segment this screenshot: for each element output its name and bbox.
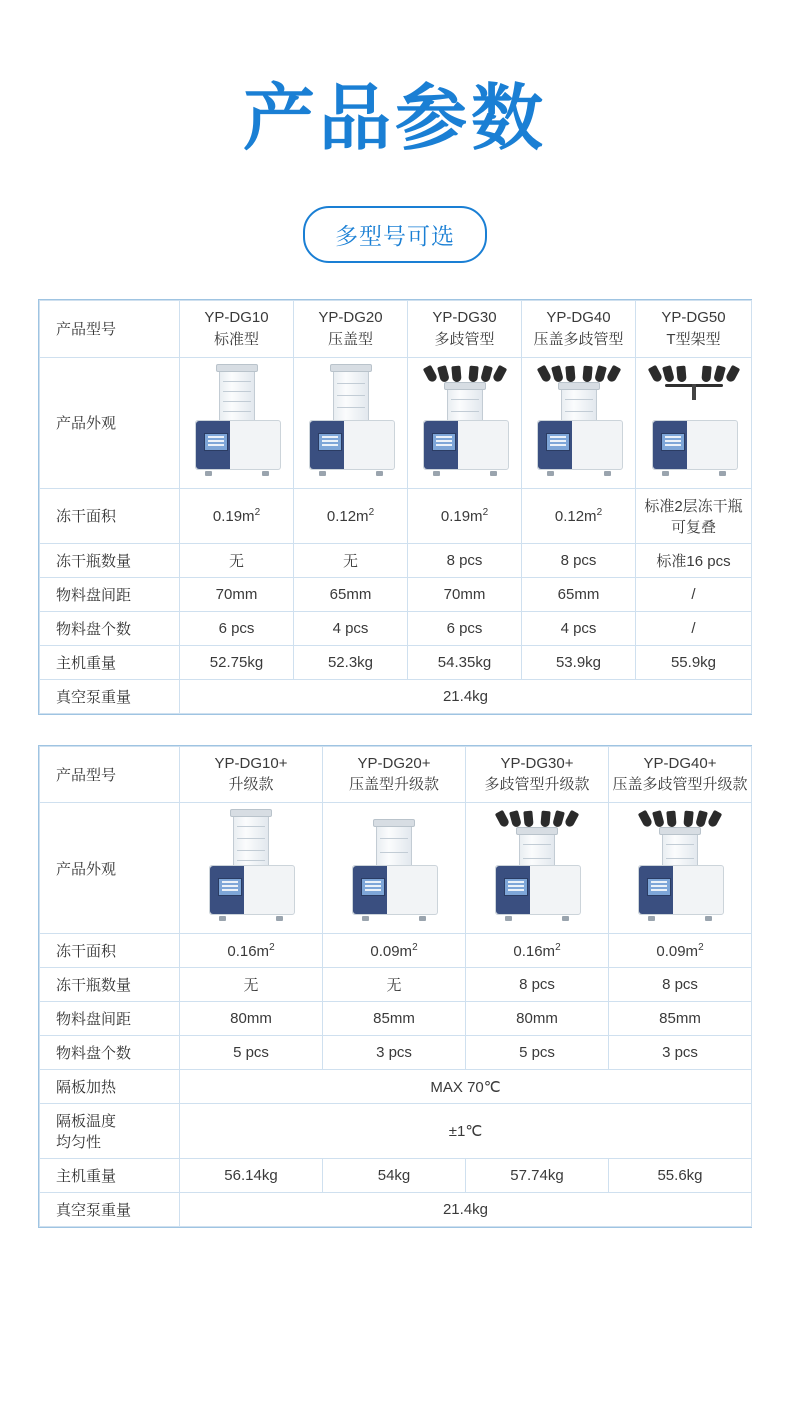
product-image-capping-manifold — [522, 357, 636, 488]
model-type: 多歧管型升级款 — [484, 776, 590, 794]
value: 0.16m — [227, 942, 270, 960]
model-code: YP-DG40 — [546, 309, 611, 326]
freeze-area-3 — [466, 934, 609, 968]
spec-table-2 — [39, 746, 752, 1228]
plate-uniformity-value: ±1℃ — [180, 1104, 752, 1159]
product-image-t-rack — [636, 357, 752, 488]
tray-count-1: 6 pcs — [180, 611, 294, 645]
host-weight-3: 57.74kg — [466, 1159, 609, 1193]
row-label-bottle-count: 冻干瓶数量 — [40, 543, 180, 577]
product-image-capping — [294, 357, 408, 488]
bottle-count-1: 无 — [180, 968, 323, 1002]
row-label-host-weight: 主机重量 — [40, 645, 180, 679]
spec-table-1 — [39, 300, 752, 714]
bottle-count-2: 无 — [294, 543, 408, 577]
tray-spacing-4: 65mm — [522, 577, 636, 611]
value: 0.09m — [656, 942, 699, 960]
model-type: 压盖多歧管型升级款 — [612, 776, 748, 794]
plate-heating-value: MAX 70℃ — [180, 1070, 752, 1104]
superscript: 2 — [482, 506, 489, 518]
table-row — [40, 357, 752, 488]
model-code: YP-DG40+ — [643, 754, 717, 772]
row-label-tray-count: 物料盘个数 — [40, 611, 180, 645]
bottle-count-5: 标准16 pcs — [636, 543, 752, 577]
superscript: 2 — [698, 941, 704, 953]
tray-count-4: 4 pcs — [522, 611, 636, 645]
freeze-area-2 — [294, 488, 408, 543]
superscript: 2 — [596, 506, 603, 518]
table-row — [40, 577, 752, 611]
superscript: 2 — [555, 941, 561, 953]
row-label-line1: 隔板温度 — [56, 1113, 117, 1130]
model-cell-1 — [180, 301, 294, 358]
product-image-standard-plus — [180, 803, 323, 934]
tray-spacing-1: 70mm — [180, 577, 294, 611]
tray-spacing-2: 85mm — [323, 1002, 466, 1036]
row-label-pump-weight: 真空泵重量 — [40, 1193, 180, 1227]
host-weight-2: 54kg — [323, 1159, 466, 1193]
tray-count-5: / — [636, 611, 752, 645]
table-row — [40, 803, 752, 934]
row-label-appearance: 产品外观 — [40, 803, 180, 934]
tray-count-4: 3 pcs — [609, 1036, 752, 1070]
freeze-area-2 — [323, 934, 466, 968]
tray-spacing-4: 85mm — [609, 1002, 752, 1036]
value: 0.12m — [326, 507, 369, 525]
table-row — [40, 1193, 752, 1227]
tray-spacing-5: / — [636, 577, 752, 611]
model-code: YP-DG30+ — [500, 754, 574, 772]
value: 0.09m — [370, 942, 413, 960]
spec-table-2-wrap — [0, 745, 790, 1229]
bottle-count-4: 8 pcs — [522, 543, 636, 577]
row-label-appearance: 产品外观 — [40, 357, 180, 488]
value: 0.12m — [554, 507, 597, 525]
tray-count-3: 6 pcs — [408, 611, 522, 645]
table-row — [40, 301, 752, 358]
spec-table-1-wrap — [0, 299, 790, 715]
product-image-manifold — [408, 357, 522, 488]
model-code: YP-DG10 — [204, 309, 269, 326]
row-label-tray-count: 物料盘个数 — [40, 1036, 180, 1070]
freeze-area-1 — [180, 488, 294, 543]
row-label-plate-heating: 隔板加热 — [40, 1070, 180, 1104]
table-row — [40, 611, 752, 645]
table-row — [40, 934, 752, 968]
model-code: YP-DG20 — [318, 309, 383, 326]
row-label-freeze-area: 冻干面积 — [40, 934, 180, 968]
model-type: 压盖型 — [327, 330, 373, 348]
bottle-count-2: 无 — [323, 968, 466, 1002]
value: 0.19m — [440, 507, 483, 525]
model-code: YP-DG10+ — [214, 754, 288, 772]
tray-count-3: 5 pcs — [466, 1036, 609, 1070]
tray-spacing-1: 80mm — [180, 1002, 323, 1036]
spec-table-2-border — [38, 745, 752, 1229]
host-weight-1: 52.75kg — [180, 645, 294, 679]
row-label-tray-spacing: 物料盘间距 — [40, 577, 180, 611]
host-weight-4: 55.6kg — [609, 1159, 752, 1193]
row-label-model: 产品型号 — [40, 301, 180, 358]
model-cell-1 — [180, 746, 323, 803]
model-cell-4 — [522, 301, 636, 358]
model-type: 标准型 — [213, 330, 259, 348]
freeze-area-4 — [522, 488, 636, 543]
row-label-bottle-count: 冻干瓶数量 — [40, 968, 180, 1002]
row-label-host-weight: 主机重量 — [40, 1159, 180, 1193]
superscript: 2 — [254, 506, 261, 518]
product-image-capping-manifold-plus — [609, 803, 752, 934]
tray-spacing-3: 80mm — [466, 1002, 609, 1036]
row-label-tray-spacing: 物料盘间距 — [40, 1002, 180, 1036]
tray-count-2: 4 pcs — [294, 611, 408, 645]
host-weight-1: 56.14kg — [180, 1159, 323, 1193]
table-row — [40, 1002, 752, 1036]
value: 0.19m — [212, 507, 255, 525]
model-code: YP-DG50 — [661, 309, 726, 326]
product-image-capping-plus — [323, 803, 466, 934]
model-cell-3 — [466, 746, 609, 803]
table-row — [40, 1104, 752, 1159]
host-weight-5: 55.9kg — [636, 645, 752, 679]
model-type: 升级款 — [228, 776, 274, 794]
superscript: 2 — [269, 941, 275, 953]
tray-count-2: 3 pcs — [323, 1036, 466, 1070]
model-code: YP-DG20+ — [357, 754, 431, 772]
freeze-area-4 — [609, 934, 752, 968]
table-row — [40, 968, 752, 1002]
freeze-area-1 — [180, 934, 323, 968]
tray-count-1: 5 pcs — [180, 1036, 323, 1070]
model-type: 压盖型升级款 — [348, 776, 439, 794]
freeze-area-5 — [636, 488, 752, 543]
badge-wrap — [0, 206, 790, 263]
freeze-area-3 — [408, 488, 522, 543]
page-title: 产品参数 — [242, 76, 547, 160]
model-cell-2 — [323, 746, 466, 803]
pump-weight-value: 21.4kg — [180, 1193, 752, 1227]
value-line1: 标准2层冻干瓶 — [644, 497, 743, 515]
row-label-line2: 均匀性 — [56, 1134, 102, 1151]
pump-weight-value: 21.4kg — [180, 679, 752, 713]
host-weight-2: 52.3kg — [294, 645, 408, 679]
models-badge: 多型号可选 — [303, 206, 487, 263]
model-cell-5 — [636, 301, 752, 358]
table-row — [40, 543, 752, 577]
table-row — [40, 1036, 752, 1070]
model-type: T型架型 — [666, 330, 721, 348]
host-weight-3: 54.35kg — [408, 645, 522, 679]
superscript: 2 — [412, 941, 418, 953]
bottle-count-1: 无 — [180, 543, 294, 577]
row-label-model: 产品型号 — [40, 746, 180, 803]
table-row — [40, 746, 752, 803]
table-row — [40, 1159, 752, 1193]
row-label-pump-weight: 真空泵重量 — [40, 679, 180, 713]
table-row — [40, 488, 752, 543]
model-cell-4 — [609, 746, 752, 803]
spec-table-1-border — [38, 299, 752, 715]
model-type: 多歧管型 — [434, 330, 495, 348]
superscript: 2 — [368, 506, 375, 518]
table-row — [40, 645, 752, 679]
row-label-freeze-area: 冻干面积 — [40, 488, 180, 543]
product-image-manifold-plus — [466, 803, 609, 934]
bottle-count-3: 8 pcs — [408, 543, 522, 577]
table-row — [40, 1070, 752, 1104]
tray-spacing-3: 70mm — [408, 577, 522, 611]
model-cell-3 — [408, 301, 522, 358]
product-image-standard — [180, 357, 294, 488]
value: 0.16m — [513, 942, 556, 960]
table-row — [40, 679, 752, 713]
host-weight-4: 53.9kg — [522, 645, 636, 679]
tray-spacing-2: 65mm — [294, 577, 408, 611]
bottle-count-4: 8 pcs — [609, 968, 752, 1002]
value-line2: 可复叠 — [670, 518, 716, 536]
model-type: 压盖多歧管型 — [533, 330, 624, 348]
model-code: YP-DG30 — [432, 309, 497, 326]
model-cell-2 — [294, 301, 408, 358]
bottle-count-3: 8 pcs — [466, 968, 609, 1002]
row-label-plate-uniformity — [40, 1104, 180, 1159]
